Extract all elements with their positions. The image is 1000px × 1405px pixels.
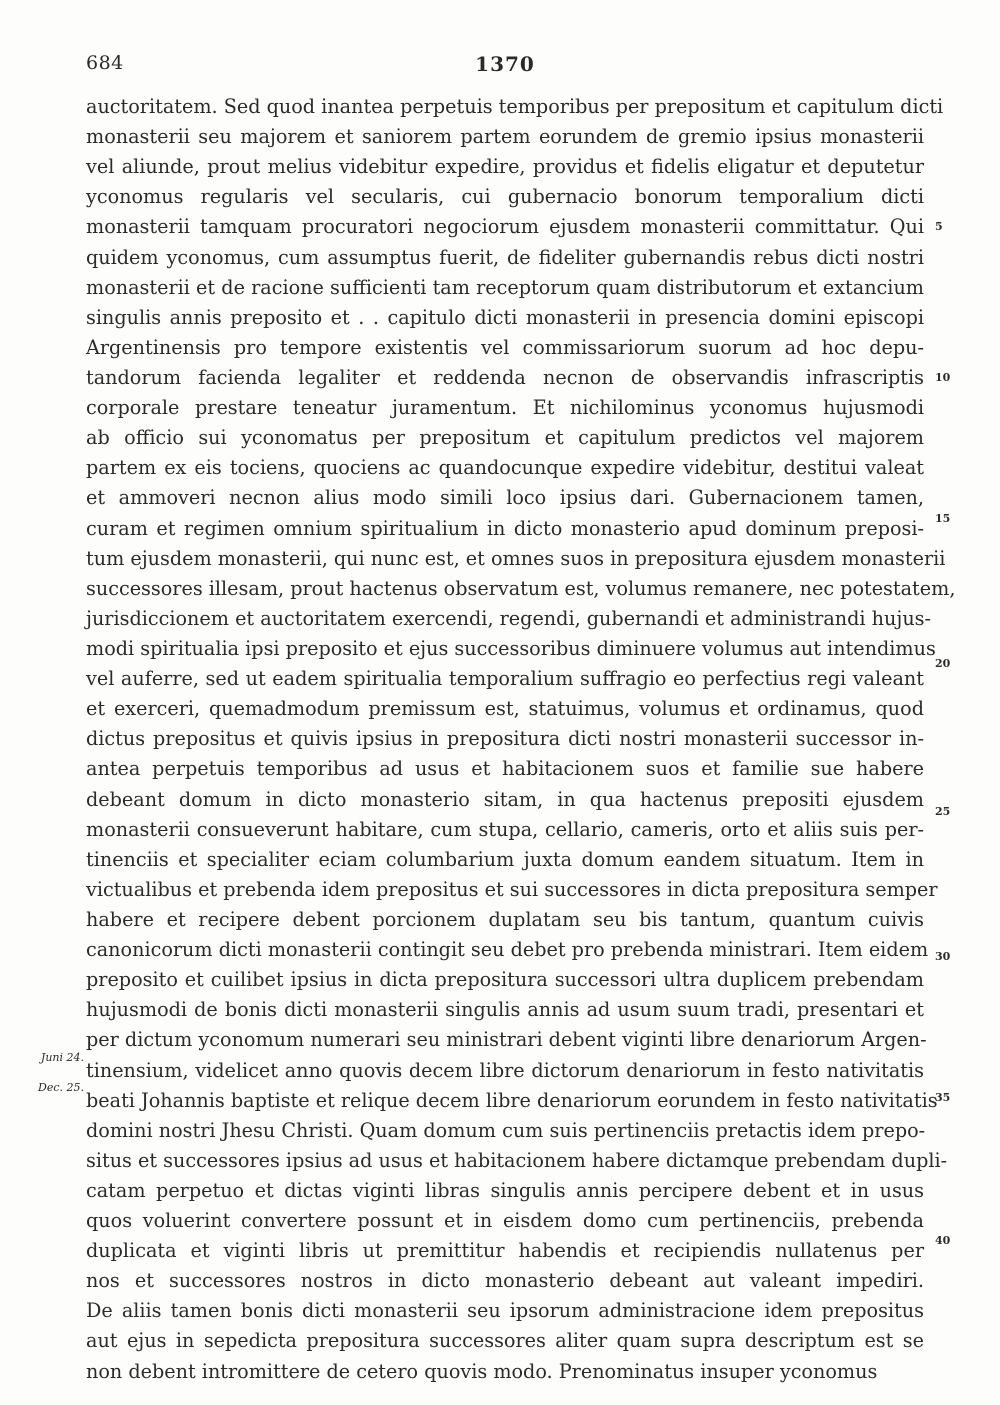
line-number-marker: 30 bbox=[935, 950, 951, 963]
text-line: tinensium, videlicet anno quovis decem libre dictorum denariorum in festo nativitatis bbox=[86, 1058, 924, 1082]
text-line: tandorum facienda legaliter et reddenda necnon de observandis infrascriptis bbox=[86, 365, 924, 389]
text-line: De aliis tamen bonis dicti monasterii seu ipsorum administracione idem prepositus bbox=[86, 1299, 924, 1323]
text-line: preposito et cuilibet ipsius in dicta prepositura successori ultra duplicem prebendam bbox=[86, 968, 924, 992]
text-line: tum ejusdem monasterii, qui nunc est, et omnes suos in prepositura ejusdem monasterii bbox=[86, 546, 946, 570]
line-number-marker: 20 bbox=[935, 657, 951, 670]
text-line: et ammoveri necnon alius modo simili loco ipsius dari. Gubernacionem tamen, bbox=[86, 486, 924, 510]
page-number: 684 bbox=[86, 52, 124, 74]
text-line: partem ex eis tociens, quociens ac quandocunque expedire videbitur, destitui valeat bbox=[86, 456, 924, 480]
text-line: dictus prepositus et quivis ipsius in prepositura dicti nostri monasterii successor in- bbox=[86, 727, 924, 751]
text-line: situs et successores ipsius ad usus et habitacionem habere dictamque prebendam dupli- bbox=[86, 1148, 948, 1172]
margin-date-note: Juni 24. bbox=[40, 1051, 84, 1064]
text-line: aut ejus in sepedicta prepositura successores aliter quam supra descriptum est se bbox=[86, 1329, 924, 1353]
text-line: singulis annis preposito et . . capitulo dicti monasterii in presencia domini episcopi bbox=[86, 305, 924, 329]
text-line: Argentinensis pro tempore existentis vel commissariorum suorum ad hoc depu- bbox=[86, 335, 924, 359]
text-line: et exerceri, quemadmodum premissum est, statuimus, volumus et ordinamus, quod bbox=[86, 697, 924, 721]
line-number-marker: 40 bbox=[935, 1234, 951, 1247]
text-line: habere et recipere debent porcionem duplatam seu bis tantum, quantum cuivis bbox=[86, 907, 924, 931]
text-line: nos et successores nostros in dicto monasterio debeant aut valeant impediri. bbox=[86, 1269, 924, 1293]
text-line: monasterii et de racione sufficienti tam receptorum quam distributorum et extancium bbox=[86, 275, 924, 299]
text-line: non debent intromittere de cetero quovis modo. Prenominatus insuper yconomus bbox=[86, 1359, 878, 1383]
margin-date-note: Dec. 25. bbox=[38, 1081, 84, 1094]
line-number-marker: 15 bbox=[935, 512, 951, 525]
text-line: victualibus et prebenda idem prepositus et sui successores in dicta prepositura semper bbox=[86, 877, 938, 901]
text-line: auctoritatem. Sed quod inantea perpetuis temporibus per prepositum et capitulum dicti bbox=[86, 95, 944, 118]
text-line: duplicata et viginti libris ut premittitur habendis et recipiendis nullatenus per bbox=[86, 1239, 924, 1263]
text-line: yconomus regularis vel secularis, cui gubernacio bonorum temporalium dicti bbox=[86, 185, 924, 209]
line-number-marker: 5 bbox=[935, 220, 943, 233]
text-line: quidem yconomus, cum assumptus fuerit, de fideliter gubernandis rebus dicti nostri bbox=[86, 245, 924, 269]
document-number: 1370 bbox=[475, 52, 535, 76]
text-line: quos voluerint convertere possunt et in eisdem domo cum pertinenciis, prebenda bbox=[86, 1209, 924, 1233]
text-line: successores illesam, prout hactenus observatum est, volumus remanere, nec potestatem, bbox=[86, 576, 956, 600]
page-header bbox=[86, 52, 924, 82]
text-line: per dictum yconomum numerari seu ministrari debent viginti libre denariorum Argen- bbox=[86, 1028, 927, 1052]
text-line: ab officio sui yconomatus per prepositum et capitulum predictos vel majorem bbox=[86, 426, 924, 450]
text-line: tinenciis et specialiter eciam columbarium juxta domum eandem situatum. Item in bbox=[86, 847, 924, 871]
text-line: catam perpetuo et dictas viginti libras singulis annis percipere debent et in usus bbox=[86, 1178, 924, 1202]
text-line: domini nostri Jhesu Christi. Quam domum cum suis pertinenciis pretactis idem prepo- bbox=[86, 1118, 926, 1142]
text-line: modi spiritualia ipsi preposito et ejus successoribus diminuere volumus aut intendimus bbox=[86, 636, 936, 660]
text-line: vel auferre, sed ut eadem spiritualia temporalium suffragio eo perfectius regi valeant bbox=[86, 667, 924, 691]
text-line: corporale prestare teneatur juramentum. Et nichilominus yconomus hujusmodi bbox=[86, 396, 924, 420]
text-line: vel aliunde, prout melius videbitur expedire, providus et fidelis eligatur et deputetur bbox=[86, 155, 924, 179]
line-number-marker: 10 bbox=[935, 371, 951, 384]
text-line: antea perpetuis temporibus ad usus et habitacionem suos et familie sue habere bbox=[86, 757, 924, 781]
text-line: canonicorum dicti monasterii contingit seu debet pro prebenda ministrari. Item eidem bbox=[86, 938, 929, 962]
text-line: monasterii consueverunt habitare, cum stupa, cellario, cameris, orto et aliis suis per- bbox=[86, 817, 924, 841]
text-line: beati Johannis baptiste et relique decem libre denariorum eorundem in festo nativitatis bbox=[86, 1088, 938, 1112]
line-number-marker: 35 bbox=[935, 1091, 951, 1104]
text-line: hujusmodi de bonis dicti monasterii singulis annis ad usum suum tradi, presentari et bbox=[86, 998, 924, 1022]
line-number-marker: 25 bbox=[935, 805, 951, 818]
text-line: jurisdiccionem et auctoritatem exercendi, regendi, gubernandi et administrandi hujus- bbox=[86, 606, 932, 630]
text-line: debeant domum in dicto monasterio sitam, in qua hactenus prepositi ejusdem bbox=[86, 787, 924, 811]
text-line: curam et regimen omnium spiritualium in dicto monasterio apud dominum preposi- bbox=[86, 516, 924, 540]
text-line: monasterii seu majorem et saniorem partem eorundem de gremio ipsius monasterii bbox=[86, 125, 924, 149]
text-line: monasterii tamquam procuratori negociorum ejusdem monasterii committatur. Qui bbox=[86, 215, 924, 239]
